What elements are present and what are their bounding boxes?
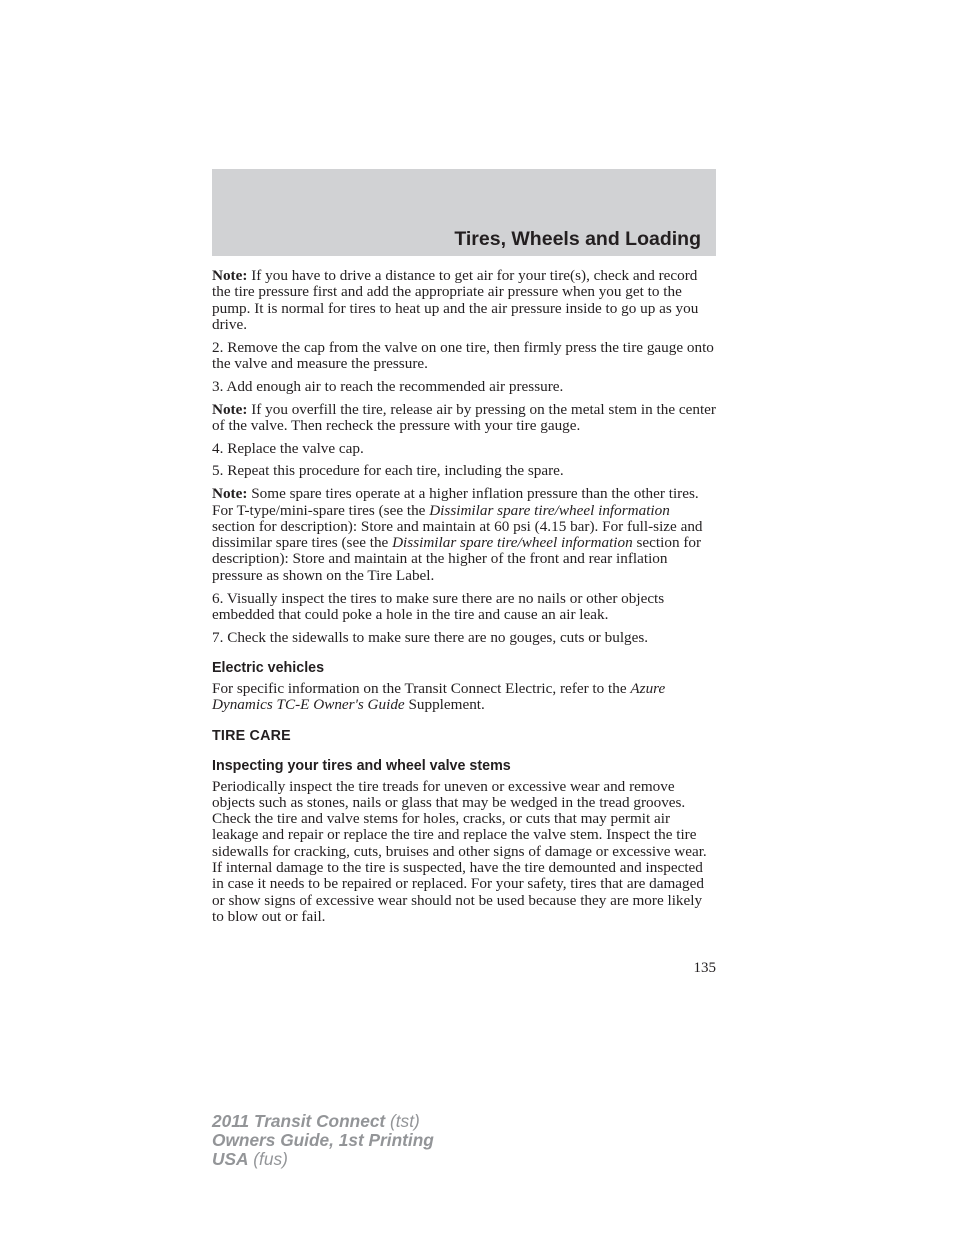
electric-vehicles-paragraph xyxy=(212,681,716,714)
electric-text: Supplement. xyxy=(404,696,485,714)
cross-reference: Dissimilar spare tire/wheel information xyxy=(392,534,633,552)
section-title: Tires, Wheels and Loading xyxy=(454,228,701,250)
note-label: Note: xyxy=(212,267,248,284)
note-label: Note: xyxy=(212,485,248,503)
note-label: Note: xyxy=(212,400,248,418)
note-text: section for description): Store and maintain at 60 psi (4.15 bar). For full-size and dissimilar spare tires (see the xyxy=(212,517,703,552)
note-paragraph xyxy=(212,268,716,333)
electric-vehicles-heading: Electric vehicles xyxy=(212,659,325,676)
section-header-band xyxy=(212,169,716,256)
tire-care-heading: TIRE CARE xyxy=(212,727,291,744)
footer-code: (tst) xyxy=(385,1111,420,1131)
inspecting-heading: Inspecting your tires and wheel valve stems xyxy=(212,757,511,774)
inspecting-paragraph: Periodically inspect the tire treads for uneven or excessive wear and remove objects such as stones, nails or glass that may be wedged in the tread grooves. Check the tire and valve stems for holes, cracks, or cuts that may permit air leakage and repair or replace the tire and replace the valve stem. Inspect the tire sidewalls for cracking, cuts, bruises and other signs of damage or excessive wear. If internal damage to the tire is suspected, have the tire demounted and inspected in case it needs to be repaired or replaced. For your safety, tires that are damaged or show signs of excessive wear should not be used because they are more likely to blow out or fail. xyxy=(212,777,707,925)
document-footer xyxy=(212,1112,434,1169)
note-text: Some spare tires operate at a higher inflation pressure than the other tires. For T-type/mini-spare tires (see the xyxy=(212,485,699,519)
footer-line xyxy=(212,1112,434,1131)
note-text: If you overfill the tire, release air by pressing on the metal stem in the center of the valve. Then recheck the pressure with your tire gauge. xyxy=(212,400,716,434)
step-4: 4. Replace the valve cap. xyxy=(212,439,364,457)
note-paragraph xyxy=(212,486,716,584)
footer-line xyxy=(212,1150,434,1169)
step-6: 6. Visually inspect the tires to make sure there are no nails or other objects embedded that could poke a hole in the tire and cause an air leak. xyxy=(212,589,665,623)
footer-line xyxy=(212,1131,434,1150)
electric-text: For specific information on the Transit Connect Electric, refer to the xyxy=(212,679,631,697)
note-text: If you have to drive a distance to get air for your tire(s), check and record the tire pressure first and add the appropriate air pressure when you get to the pump. It is normal for tires to heat up and the air pressure inside to go up as you drive. xyxy=(212,267,699,333)
step-2: 2. Remove the cap from the valve on one tire, then firmly press the tire gauge onto the valve and measure the pressure. xyxy=(212,338,714,372)
footer-code: (fus) xyxy=(248,1149,288,1169)
cross-reference: Dissimilar spare tire/wheel information xyxy=(429,501,670,519)
footer-model: 2011 Transit Connect xyxy=(212,1111,386,1131)
note-paragraph xyxy=(212,402,716,435)
page-number: 135 xyxy=(693,960,716,976)
cross-reference: Azure Dynamics TC-E Owner's Guide xyxy=(212,679,666,714)
page-content xyxy=(212,268,716,932)
note-text: section for description): Store and maintain at the higher of the front and rear inflation pressure as shown on the Tire Label. xyxy=(212,534,702,584)
step-5: 5. Repeat this procedure for each tire, including the spare. xyxy=(212,462,564,480)
step-7: 7. Check the sidewalls to make sure there are no gouges, cuts or bulges. xyxy=(212,628,649,646)
step-3: 3. Add enough air to reach the recommended air pressure. xyxy=(212,377,564,395)
footer-edition: Owners Guide, 1st Printing xyxy=(212,1130,434,1150)
footer-market: USA xyxy=(212,1149,249,1169)
